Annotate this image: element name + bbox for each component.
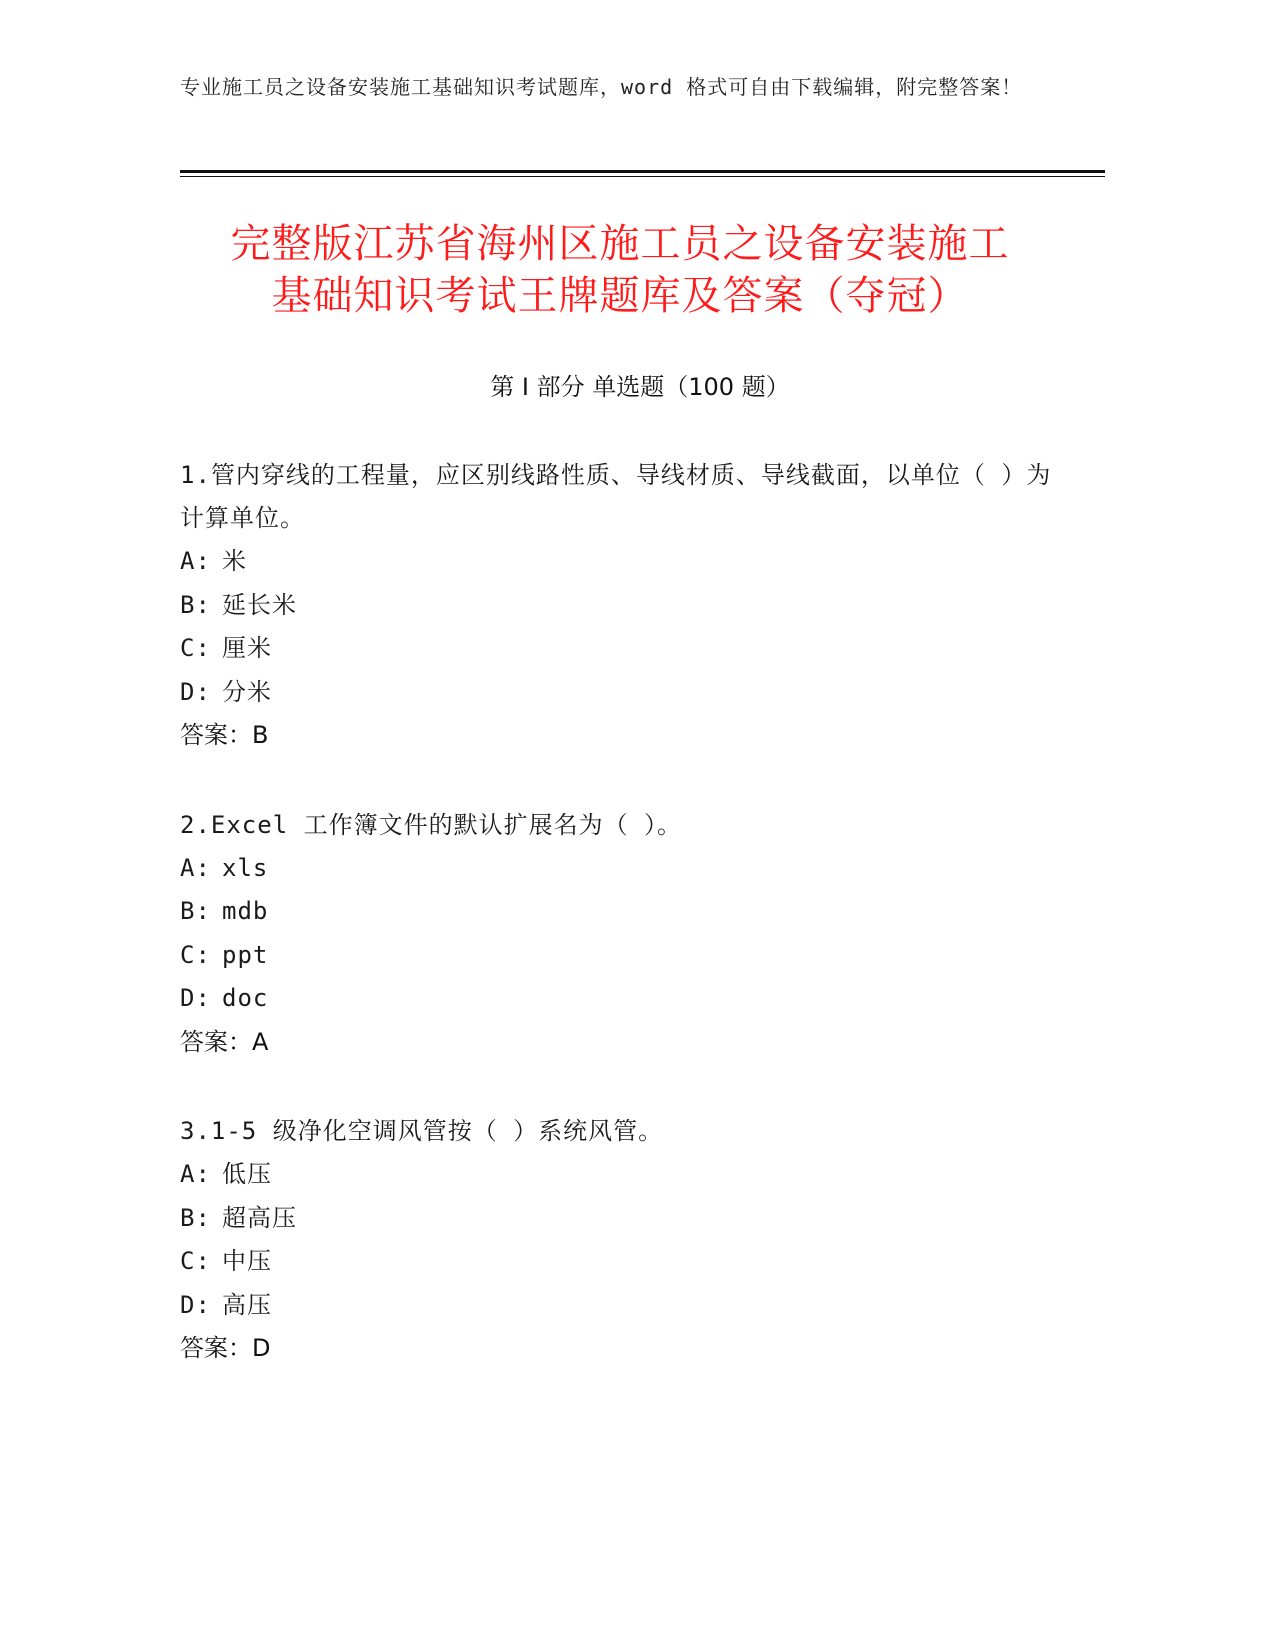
option-letter: A:: [180, 547, 211, 575]
option-letter: C:: [180, 1247, 211, 1275]
document-title: [140, 218, 1100, 322]
option-b: [180, 584, 1060, 628]
option-text: 米: [222, 547, 247, 575]
question-1: [180, 454, 1060, 758]
option-letter: D:: [180, 984, 211, 1012]
option-letter: D:: [180, 677, 211, 706]
option-a: [180, 847, 1060, 891]
option-letter: D:: [180, 1290, 211, 1319]
document-title-line-2: 基础知识考试王牌题库及答案（夺冠）: [271, 273, 969, 319]
answer: 答案：A: [180, 1027, 269, 1056]
option-text: doc: [222, 984, 269, 1012]
option-c: [180, 1240, 1060, 1284]
question-list: [180, 454, 1060, 1417]
option-text: 低压: [222, 1160, 272, 1188]
option-letter: A:: [180, 853, 211, 882]
option-text: xls: [222, 853, 269, 882]
option-text: 厘米: [222, 634, 272, 662]
header-divider-thin: [180, 176, 1105, 177]
option-c: [180, 934, 1060, 978]
document-title-line-1: 完整版江苏省海州区施工员之设备安装施工: [230, 221, 1010, 267]
option-d: [180, 1284, 1060, 1328]
question-3: [180, 1110, 1060, 1371]
option-letter: B:: [180, 590, 211, 619]
option-letter: C:: [180, 940, 211, 969]
option-text: 超高压: [222, 1203, 297, 1232]
answer: 答案：B: [180, 721, 269, 749]
option-text: mdb: [222, 897, 269, 925]
option-letter: A:: [180, 1160, 211, 1188]
question-stem: 1.管内穿线的工程量，应区别线路性质、导线材质、导线截面，以单位（ ）为计算单位。: [180, 461, 1052, 532]
option-a: [180, 1153, 1060, 1197]
option-text: 高压: [222, 1290, 272, 1319]
option-text: 分米: [222, 677, 272, 706]
header-note: 专业施工员之设备安装施工基础知识考试题库，word 格式可自由下载编辑，附完整答案！: [180, 75, 1023, 99]
option-a: [180, 540, 1060, 584]
option-b: [180, 890, 1060, 934]
question-stem: 3.1-5 级净化空调风管按（ ）系统风管。: [180, 1117, 664, 1145]
answer: 答案：D: [180, 1334, 271, 1362]
header-divider-thick: [180, 170, 1105, 173]
option-letter: B:: [180, 897, 211, 925]
option-letter: C:: [180, 634, 211, 662]
option-text: 中压: [222, 1247, 272, 1275]
question-2: [180, 804, 1060, 1065]
option-text: 延长米: [222, 590, 297, 619]
option-b: [180, 1197, 1060, 1241]
option-letter: B:: [180, 1203, 211, 1232]
option-d: [180, 671, 1060, 715]
option-d: [180, 977, 1060, 1021]
option-c: [180, 627, 1060, 671]
option-text: ppt: [222, 940, 269, 969]
section-title: 第 I 部分 单选题（100 题）: [490, 373, 790, 401]
question-stem: 2.Excel 工作簿文件的默认扩展名为（ ）。: [180, 810, 683, 839]
